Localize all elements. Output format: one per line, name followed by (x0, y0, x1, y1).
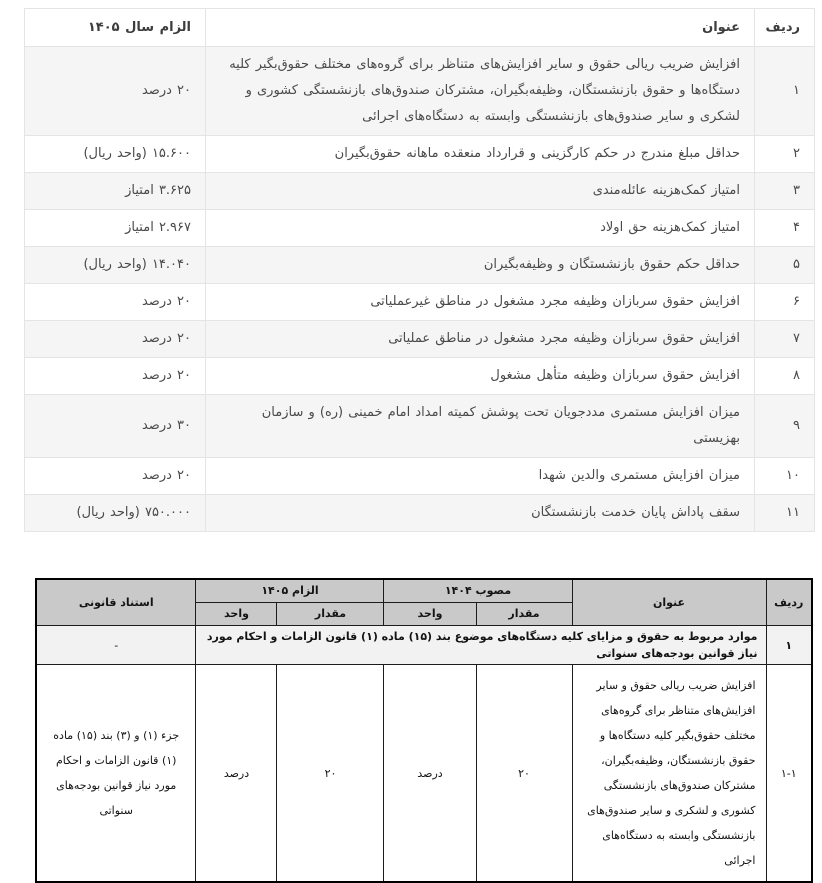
row-number: ۴ (755, 210, 815, 247)
row-title: حداقل مبلغ مندرج در حکم کارگزینی و قرارداد منعقده ماهانه حقوق‌بگیران (206, 136, 755, 173)
row-number: ۳ (755, 173, 815, 210)
row-title: میزان افزایش مستمری والدین شهدا (206, 458, 755, 495)
comparison-table (35, 578, 813, 883)
table-row (25, 495, 815, 532)
column-header-estenad: استناد قانونی (36, 579, 196, 626)
row-number: ۶ (755, 284, 815, 321)
column-header-radif: ردیف (755, 9, 815, 47)
row-value: ۲.۹۶۷ امتیاز (25, 210, 206, 247)
row-title: امتیاز کمک‌هزینه عائله‌مندی (206, 173, 755, 210)
row-title: سقف پاداش پایان خدمت بازنشستگان (206, 495, 755, 532)
row-value: ۲۰ درصد (25, 321, 206, 358)
row-number: ۲ (755, 136, 815, 173)
table-row (36, 665, 812, 883)
row-number: ۱۰ (755, 458, 815, 495)
row-number: ۱-۱ (766, 665, 812, 883)
mosavab-vahed-value: درصد (384, 665, 476, 883)
table-row (25, 173, 815, 210)
row-number: ۸ (755, 358, 815, 395)
row-number: ۹ (755, 395, 815, 458)
table-row (25, 247, 815, 284)
row-number: ۱ (755, 47, 815, 136)
row-title: میزان افزایش مستمری مددجویان تحت پوشش کمیته امداد امام خمینی (ره) و سازمان بهزیستی (206, 395, 755, 458)
row-value: ۳۰ درصد (25, 395, 206, 458)
table-row (25, 136, 815, 173)
row-value: ۲۰ درصد (25, 284, 206, 321)
estenad-value: جزء (۱) و (۳) بند (۱۵) ماده (۱) قانون الزامات و احکام مورد نیاز قوانین بودجه‌های سنواتی (36, 665, 196, 883)
row-number: ۷ (755, 321, 815, 358)
table-row (25, 458, 815, 495)
table-row (25, 395, 815, 458)
table-row (25, 210, 815, 247)
table-header-row (25, 9, 815, 47)
row-value: ۱۵.۶۰۰ (واحد ریال) (25, 136, 206, 173)
column-header-mosavab-vahed: واحد (384, 603, 476, 626)
column-header-elzam-meghdar: مقدار (277, 603, 384, 626)
row-value: ۷۵۰.۰۰۰ (واحد ریال) (25, 495, 206, 532)
row-value: ۲۰ درصد (25, 458, 206, 495)
row-number: ۱ (766, 626, 812, 665)
row-title: افزایش ضریب ریالی حقوق و سایر افزایش‌های متناظر برای گروه‌های مختلف حقوق‌بگیر کلیه دستگاه‌ها و حقوق بازنشستگان، وظیفه‌بگیران، مشترکان صندوق‌های بازنشستگی کشوری و لشکری و سایر صندوق‌های بازنشستگی وابسته به دستگاه‌های اجرائی (572, 665, 766, 883)
column-group-elzam-1405: الزام ۱۴۰۵ (196, 579, 384, 603)
section-band-estenad: - (36, 626, 196, 665)
requirements-table (24, 8, 815, 532)
column-header-onvan: عنوان (206, 9, 755, 47)
table-row (25, 284, 815, 321)
row-title: افزایش ضریب ریالی حقوق و سایر افزایش‌های متناظر برای گروه‌های مختلف حقوق‌بگیر کلیه دستگاه‌ها و حقوق بازنشستگان، وظیفه‌بگیران، مشترکان صندوق‌های بازنشستگی کشوری و لشکری و سایر صندوق‌های بازنشستگی وابسته به دستگاه‌های اجرائی (206, 47, 755, 136)
row-value: ۳.۶۲۵ امتیاز (25, 173, 206, 210)
row-title: حداقل حکم حقوق بازنشستگان و وظیفه‌بگیران (206, 247, 755, 284)
elzam-meghdar-value: ۲۰ (277, 665, 384, 883)
row-title: افزایش حقوق سربازان وظیفه مجرد مشغول در مناطق عملیاتی (206, 321, 755, 358)
column-header-radif: ردیف (766, 579, 812, 626)
table-header-group-row (36, 579, 812, 603)
column-header-elzam-vahed: واحد (196, 603, 277, 626)
row-title: افزایش حقوق سربازان وظیفه متأهل مشغول (206, 358, 755, 395)
table-row (25, 358, 815, 395)
table-row (25, 47, 815, 136)
section-band-row (36, 626, 812, 665)
elzam-vahed-value: درصد (196, 665, 277, 883)
column-header-onvan: عنوان (572, 579, 766, 626)
row-value: ۲۰ درصد (25, 47, 206, 136)
row-number: ۱۱ (755, 495, 815, 532)
row-title: افزایش حقوق سربازان وظیفه مجرد مشغول در مناطق غیرعملیاتی (206, 284, 755, 321)
row-number: ۵ (755, 247, 815, 284)
column-header-mosavab-meghdar: مقدار (476, 603, 572, 626)
table-row (25, 321, 815, 358)
row-value: ۱۴.۰۴۰ (واحد ریال) (25, 247, 206, 284)
row-value: ۲۰ درصد (25, 358, 206, 395)
row-title: امتیاز کمک‌هزینه حق اولاد (206, 210, 755, 247)
section-band-title: موارد مربوط به حقوق و مزایای کلیه دستگاه‌های موضوع بند (۱۵) ماده (۱) قانون الزامات و احکام مورد نیاز قوانین بودجه‌های سنواتی (196, 626, 766, 665)
column-header-elzam: الزام سال ۱۴۰۵ (25, 9, 206, 47)
mosavab-meghdar-value: ۲۰ (476, 665, 572, 883)
column-group-mosavab-1404: مصوب ۱۴۰۴ (384, 579, 572, 603)
